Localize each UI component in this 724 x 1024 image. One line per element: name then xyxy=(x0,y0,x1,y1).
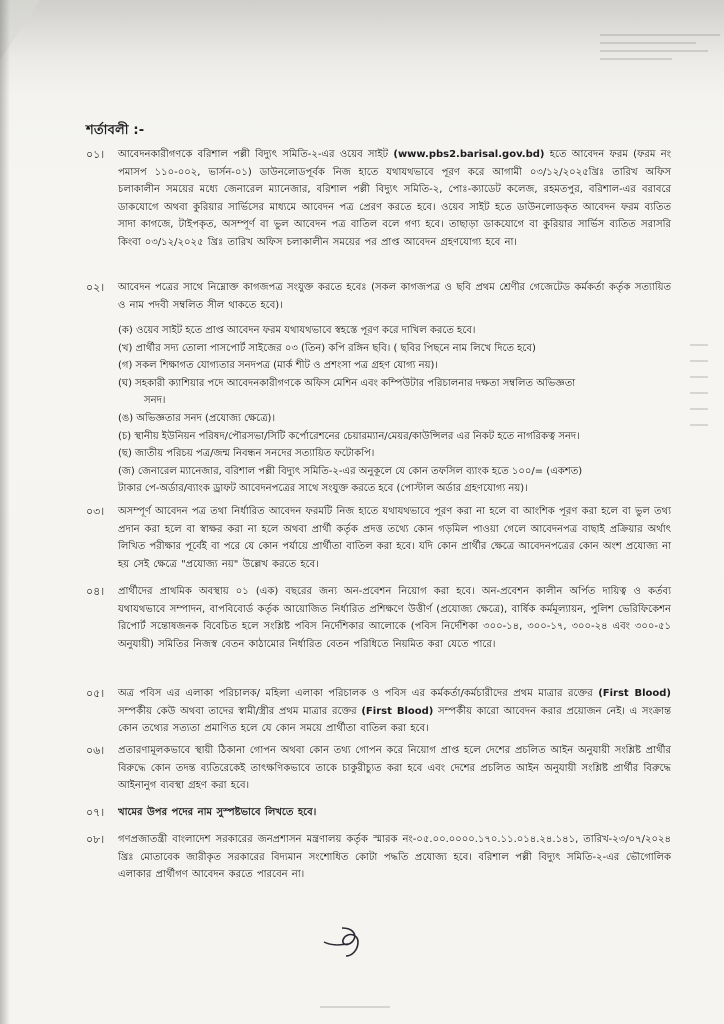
clause-text: প্রতারণামূলকভাবে স্থায়ী ঠিকানা গোপন অথবা কোন তথ্য গোপন করে নিয়োগ প্রাপ্ত হলে দেশের প্রচলিত আইন অনুযায়ী সংশ্লিষ্ট প্রার্থীর বিরুদ্ধে কোন তদন্ত ব্যতিরেকেই তাৎক্ষণিকভাবে তাকে চাকুরীচ্যুত করা হবে এবং দেশের প্রচলিত আইন অনুযায়ী সংশ্লিষ্ট প্রার্থীর বিরুদ্ধে আইনানুগ ব্যবস্থা গ্রহণ করা হবে। xyxy=(118,745,671,792)
list-item-continued: টাকার পে-অর্ডার/ব্যাংক ড্রাফট আবেদনপত্রের সাথে সংযুক্ত করতে হবে (পোস্টাল অর্ডার গ্রহণযোগ্য নয়)। xyxy=(118,483,528,495)
clause-number: ০৬। xyxy=(86,744,105,757)
clause-number: ০৮। xyxy=(86,833,105,846)
clause-text xyxy=(118,146,671,252)
list-item: (ঙ) অভিজ্ঞতার সনদ (প্রযোজ্য ক্ষেত্রে)। xyxy=(118,412,276,424)
list-item: (ঘ) সহকারী ক্যাশিয়ার পদে আবেদনকারীগণকে অফিস মেশিন এবং কম্পিউটার পরিচালনার দক্ষতা সম্বলিত অভিজ্ঞতা xyxy=(118,377,576,389)
list-item: (গ) সকল শিক্ষাগত যোগ্যতার সনদপত্র (মার্ক শীট ও প্রশংসা পত্র গ্রহণ যোগ্য নয়)। xyxy=(118,360,438,372)
first-blood-term: (First Blood) xyxy=(361,705,434,717)
list-item: (জ) জেনারেল ম্যানেজার, বরিশাল পল্লী বিদ্যুৎ সমিতি-২-এর অনুকূলে যে কোন তফসিল ব্যাংক হতে ১০০/= (একশত) xyxy=(118,465,583,477)
clause-number: ০২। xyxy=(86,281,105,294)
website-url: (www.pbs2.barisal.gov.bd) xyxy=(393,149,545,160)
clause-text-part: সম্পর্কীয় কেউ অথবা তাদের স্বামী/স্ত্রীর প্রথম মাত্রার রক্তের xyxy=(118,705,362,717)
scan-edge-left xyxy=(0,0,10,1024)
clause-number: ০৫। xyxy=(86,687,105,700)
documents-list xyxy=(118,322,678,498)
clause-text-part: অত্র পবিস এর এলাকা পরিচালক/ মহিলা এলাকা পরিচালক ও পবিস এর কর্মকর্তা/কর্মচারীদের প্রথম মাত্রার রক্তের xyxy=(118,688,599,699)
list-item-continued: সনদ। xyxy=(144,395,166,407)
clause-text: অসম্পূর্ণ আবেদন পত্র তথা নির্ধারিত আবেদন ফরমটি নিজ হাতে যথাযথভাবে পূরণ করা না হলে বা আংশিক পূরণ করা হলে বা ভুল তথ্য প্রদান করা হলে বা স্বাক্ষর করা না হলে অথবা প্রার্থী কর্তৃক প্রদত্ত তথ্যে কোন গড়মিল পাওয়া গেলে আবেদনপত্র বাছাই প্রক্রিয়ার অর্থাৎ লিখিত পরীক্ষার পূর্বেই বা পরে যে কোন পর্যায়ে প্রার্থীতা বাতিল করা হবে। যদি কোন প্রার্থীর ক্ষেত্রে আবেদনপত্রের কোন অংশ প্রযোজ্য না হয় সেই ক্ষেত্রে "প্রযোজ্য নয়" উল্লেখ করতে হবে। xyxy=(118,506,671,570)
list-item: (খ) প্রার্থীর সদ্য তোলা পাসপোর্ট সাইজের ০৩ (তিন) কপি রঙ্গিন ছবি। ( ছবির পিছনে নাম লিখে দিতে হবে) xyxy=(118,342,536,354)
list-item: (ক) ওয়েব সাইট হতে প্রাপ্ত আবেদন ফরম যথাযথভাবে স্বহস্তে পূরণ করে দাখিল করতে হবে। xyxy=(118,325,476,336)
bleed-through-bottom xyxy=(320,1006,390,1018)
signature-mark xyxy=(318,920,378,960)
list-item: (ছ) জাতীয় পরিচয় পত্র/জন্ম নিবন্ধন সনদের সত্যায়িত ফটোকপি। xyxy=(118,448,375,460)
clause-text: খামের উপর পদের নাম সুস্পষ্টভাবে লিখতে হবে। xyxy=(118,807,317,818)
clause-number: ০৭। xyxy=(86,806,105,819)
bleed-through-marks-right xyxy=(690,330,720,490)
list-item: (চ) স্থানীয় ইউনিয়ন পরিষদ/পৌরসভা/সিটি কর্পোরেশনের চেয়ারম্যান/মেয়র/কাউন্সিলর এর নিকট হতে নাগরিকত্ব সনদ। xyxy=(118,430,580,442)
first-blood-term: (First Blood) xyxy=(598,688,671,699)
clause-number: ০৪। xyxy=(86,585,105,598)
bleed-through-marks xyxy=(600,28,720,88)
clause-text: আবেদন পত্রের সাথে নিম্নোক্ত কাগজপত্র সংযুক্ত করতে হবেঃ (সকল কাগজপত্র ও ছবি প্রথম শ্রেণীর গেজেটেড কর্মকর্তা কর্তৃক সত্যায়িত ও নাম পদবী সম্বলিত সীল থাকতে হবে)। xyxy=(118,282,671,311)
clause-text: গণপ্রজাতন্ত্রী বাংলাদেশ সরকারের জনপ্রশাসন মন্ত্রণালয় কর্তৃক স্মারক নং-০৫.০০.০০০০.১৭০.১১.০১৪.২৪.১৪১, তারিখ-২৩/০৭/২০২৪ খ্রিঃ মোতাবেক জারীকৃত সরকারের বিদ্যমান সংশোধিত কোটা পদ্ধতি প্রযোজ্য হবে। বরিশাল পল্লী বিদ্যুৎ সমিতি-২-এর ভৌগোলিক এলাকার প্রার্থীগণ আবেদন করতে পারবেন না। xyxy=(118,834,671,881)
clause-number: ০১। xyxy=(86,148,105,161)
conditions-heading: শর্তাবলী :- xyxy=(86,123,145,138)
clause-text: প্রার্থীদের প্রাথমিক অবস্থায় ০১ (এক) বছরের জন্য অন-প্রবেশন নিয়োগ করা হবে। অন-প্রবেশন কালীন অর্পিত দায়িত্ব ও কর্তব্য যথাযথভাবে সম্পাদন, বাপবিবোর্ড কর্তৃক আয়োজিত নির্ধারিত প্রশিক্ষণে উত্তীর্ণ (প্রযোজ্য ক্ষেত্রে), বার্ষিক কর্মমূল্যায়ন, পুলিশ ভেরিফিকেশন রিপোর্ট সন্তোষজনক বিবেচিত হলে সংশ্লিষ্ট পবিস নির্দেশিকার আলোকে (পবিস নির্দেশিকা ৩০০-১৪, ৩০০-১৭, ৩০০-২৪ এবং ৩০০-৫১ অনুযায়ী) সমিতির নিজস্ব বেতন কাঠামোর নির্ধারিত বেতন পরিধিতে নিয়মিত করা যেতে পারে। xyxy=(118,586,671,650)
clause-number: ০৩। xyxy=(86,505,105,518)
clause-text xyxy=(118,685,671,738)
clause-text-part: আবেদনকারীগণকে বরিশাল পল্লী বিদ্যুৎ সমিতি-২-এর ওয়েব সাইট xyxy=(118,149,394,160)
clause-text-part: সম্পর্কীয় কারো আবেদন করার প্রয়োজন নেই। এ সংক্রান্ত কোন তথ্যের সত্যতা প্রমাণিত হলে যে কোন সময়ে প্রার্থীতা বাতিল করা হবে। xyxy=(118,705,671,735)
clause-text-part: হতে আবেদন ফরম (ফরম নং পমাসপ ১১০-০০২, ভার্সন-০১) ডাউনলোডপূর্বক নিজ হাতে যথাযথভাবে পূরণ করে আগামী ০৩/১২/২০২৫খ্রিঃ তারিখ অফিস চলাকালীন সময়ের মধ্যে জেনারেল ম্যানেজার, বরিশাল পল্লী বিদ্যুৎ সমিতি-২, পোঃ-ক্যাডেট কলেজ, রহমতপুর, বরিশাল-এর বরাবরে ডাকযোগে অথবা কুরিয়ার সার্ভিসের মাধ্যমে আবেদন পত্র প্রেরণ করতে হবে। ওয়েব সাইট হতে ডাউনলোডকৃত আবেদন ফরম ব্যতিত সাদা কাগজে, টাইপকৃত, অসম্পূর্ণ বা ভুল আবেদন পত্র বাতিল বলে গণ্য হবে। তাছাড়া ডাকযোগে বা কুরিয়ার সার্ভিস ব্যতিত সরাসরি কিংবা ০৩/১২/২০২৫ খ্রিঃ তারিখ অফিস চলাকালীন সময়ের পর প্রাপ্ত আবেদন গ্রহণযোগ্য হবে না। xyxy=(118,149,671,248)
